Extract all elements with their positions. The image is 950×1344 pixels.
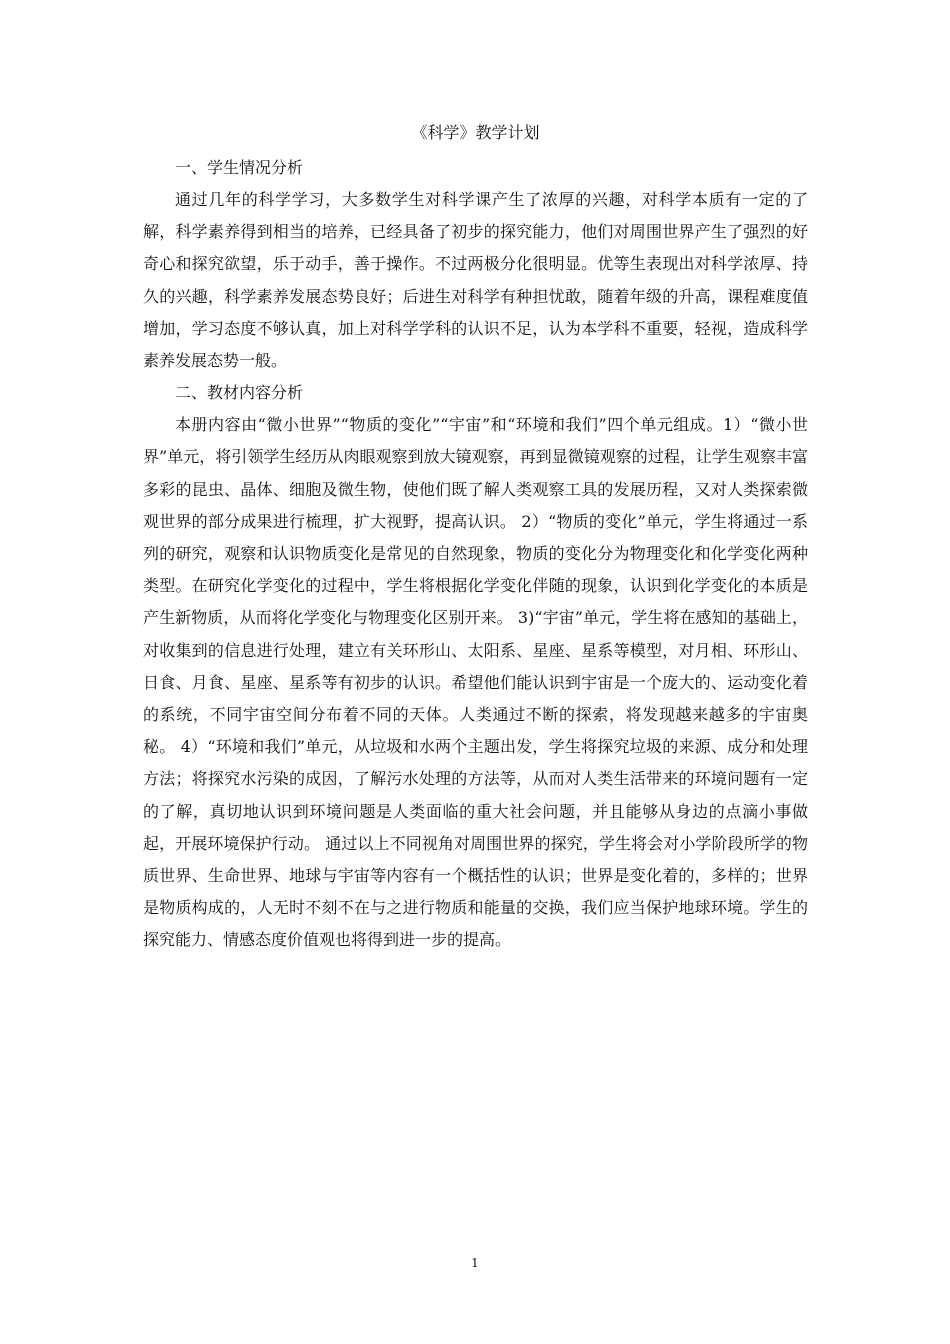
paragraph-student-analysis: 通过几年的科学学习，大多数学生对科学课产生了浓厚的兴趣，对科学本质有一定的了解，科学素养得到相当的培养，已经具备了初步的探究能力，他们对周围世界产生了强烈的好奇心和探究欲望，乐于动手，善于操作。不过两极分化很明显。优等生表现出对科学浓厚、持久的兴趣，科学素养发展态势良好；后进生对科学有种担忧敢，随着年级的升高，课程难度值增加，学习态度不够认真，加上对科学学科的认识不足，认为本学科不重要，轻视，造成科学素养发展态势一般。 <box>143 190 808 371</box>
section-heading-student-analysis: 一、学生情况分析 <box>175 158 304 177</box>
document-body <box>143 114 808 957</box>
paragraph-textbook-analysis: 本册内容由“微小世界”“物质的变化”“宇宙”和“环境和我们”四个单元组成。1）“微小世界”单元，将引领学生经历从肉眼观察到放大镜观察，再到显微镜观察的过程，让学生观察丰富多彩的昆虫、晶体、细胞及微生物，使他们既了解人类观察工具的发展历程，又对人类探索微观世界的部分成果进行梳理，扩大视野，提高认识。 2）“物质的变化”单元，学生将通过一系列的研究，观察和认识物质变化是常见的自然现象，物质的变化分为物理变化和化学变化两种类型。在研究化学变化的过程中，学生将根据化学变化伴随的现象，认识到化学变化的本质是产生新物质，从而将化学变化与物理变化区别开来。 3)“宇宙”单元，学生将在感知的基础上，对收集到的信息进行处理，建立有关环形山、太阳系、星座、星系等模型，对月相、环形山、日食、月食、星座、星系等有初步的认识。希望他们能认识到宇宙是一个庞大的、运动变化着的系统，不同宇宙空间分布着不同的天体。人类通过不断的探索，将发现越来越多的宇宙奥秘。 4）“环境和我们”单元，从垃圾和水两个主题出发，学生将探究垃圾的来源、成分和处理方法；将探究水污染的成因，了解污水处理的方法等，从而对人类生活带来的环境问题有一定的了解，真切地认识到环境问题是人类面临的重大社会问题，并且能够从身边的点滴小事做起，开展环境保护行动。 通过以上不同视角对周围世界的探究，学生将会对小学阶段所学的物质世界、生命世界、地球与宇宙等内容有一个概括性的认识；世界是变化着的，多样的；世界是物质构成的，人无时不刻不在与之进行物质和能量的交换，我们应当保护地球环境。学生的探究能力、情感态度价值观也将得到进一步的提高。 <box>143 415 808 950</box>
section-heading-textbook-analysis: 二、教材内容分析 <box>175 383 304 403</box>
page-number: 1 <box>471 1256 479 1270</box>
document-title: 《科学》教学计划 <box>411 123 540 142</box>
